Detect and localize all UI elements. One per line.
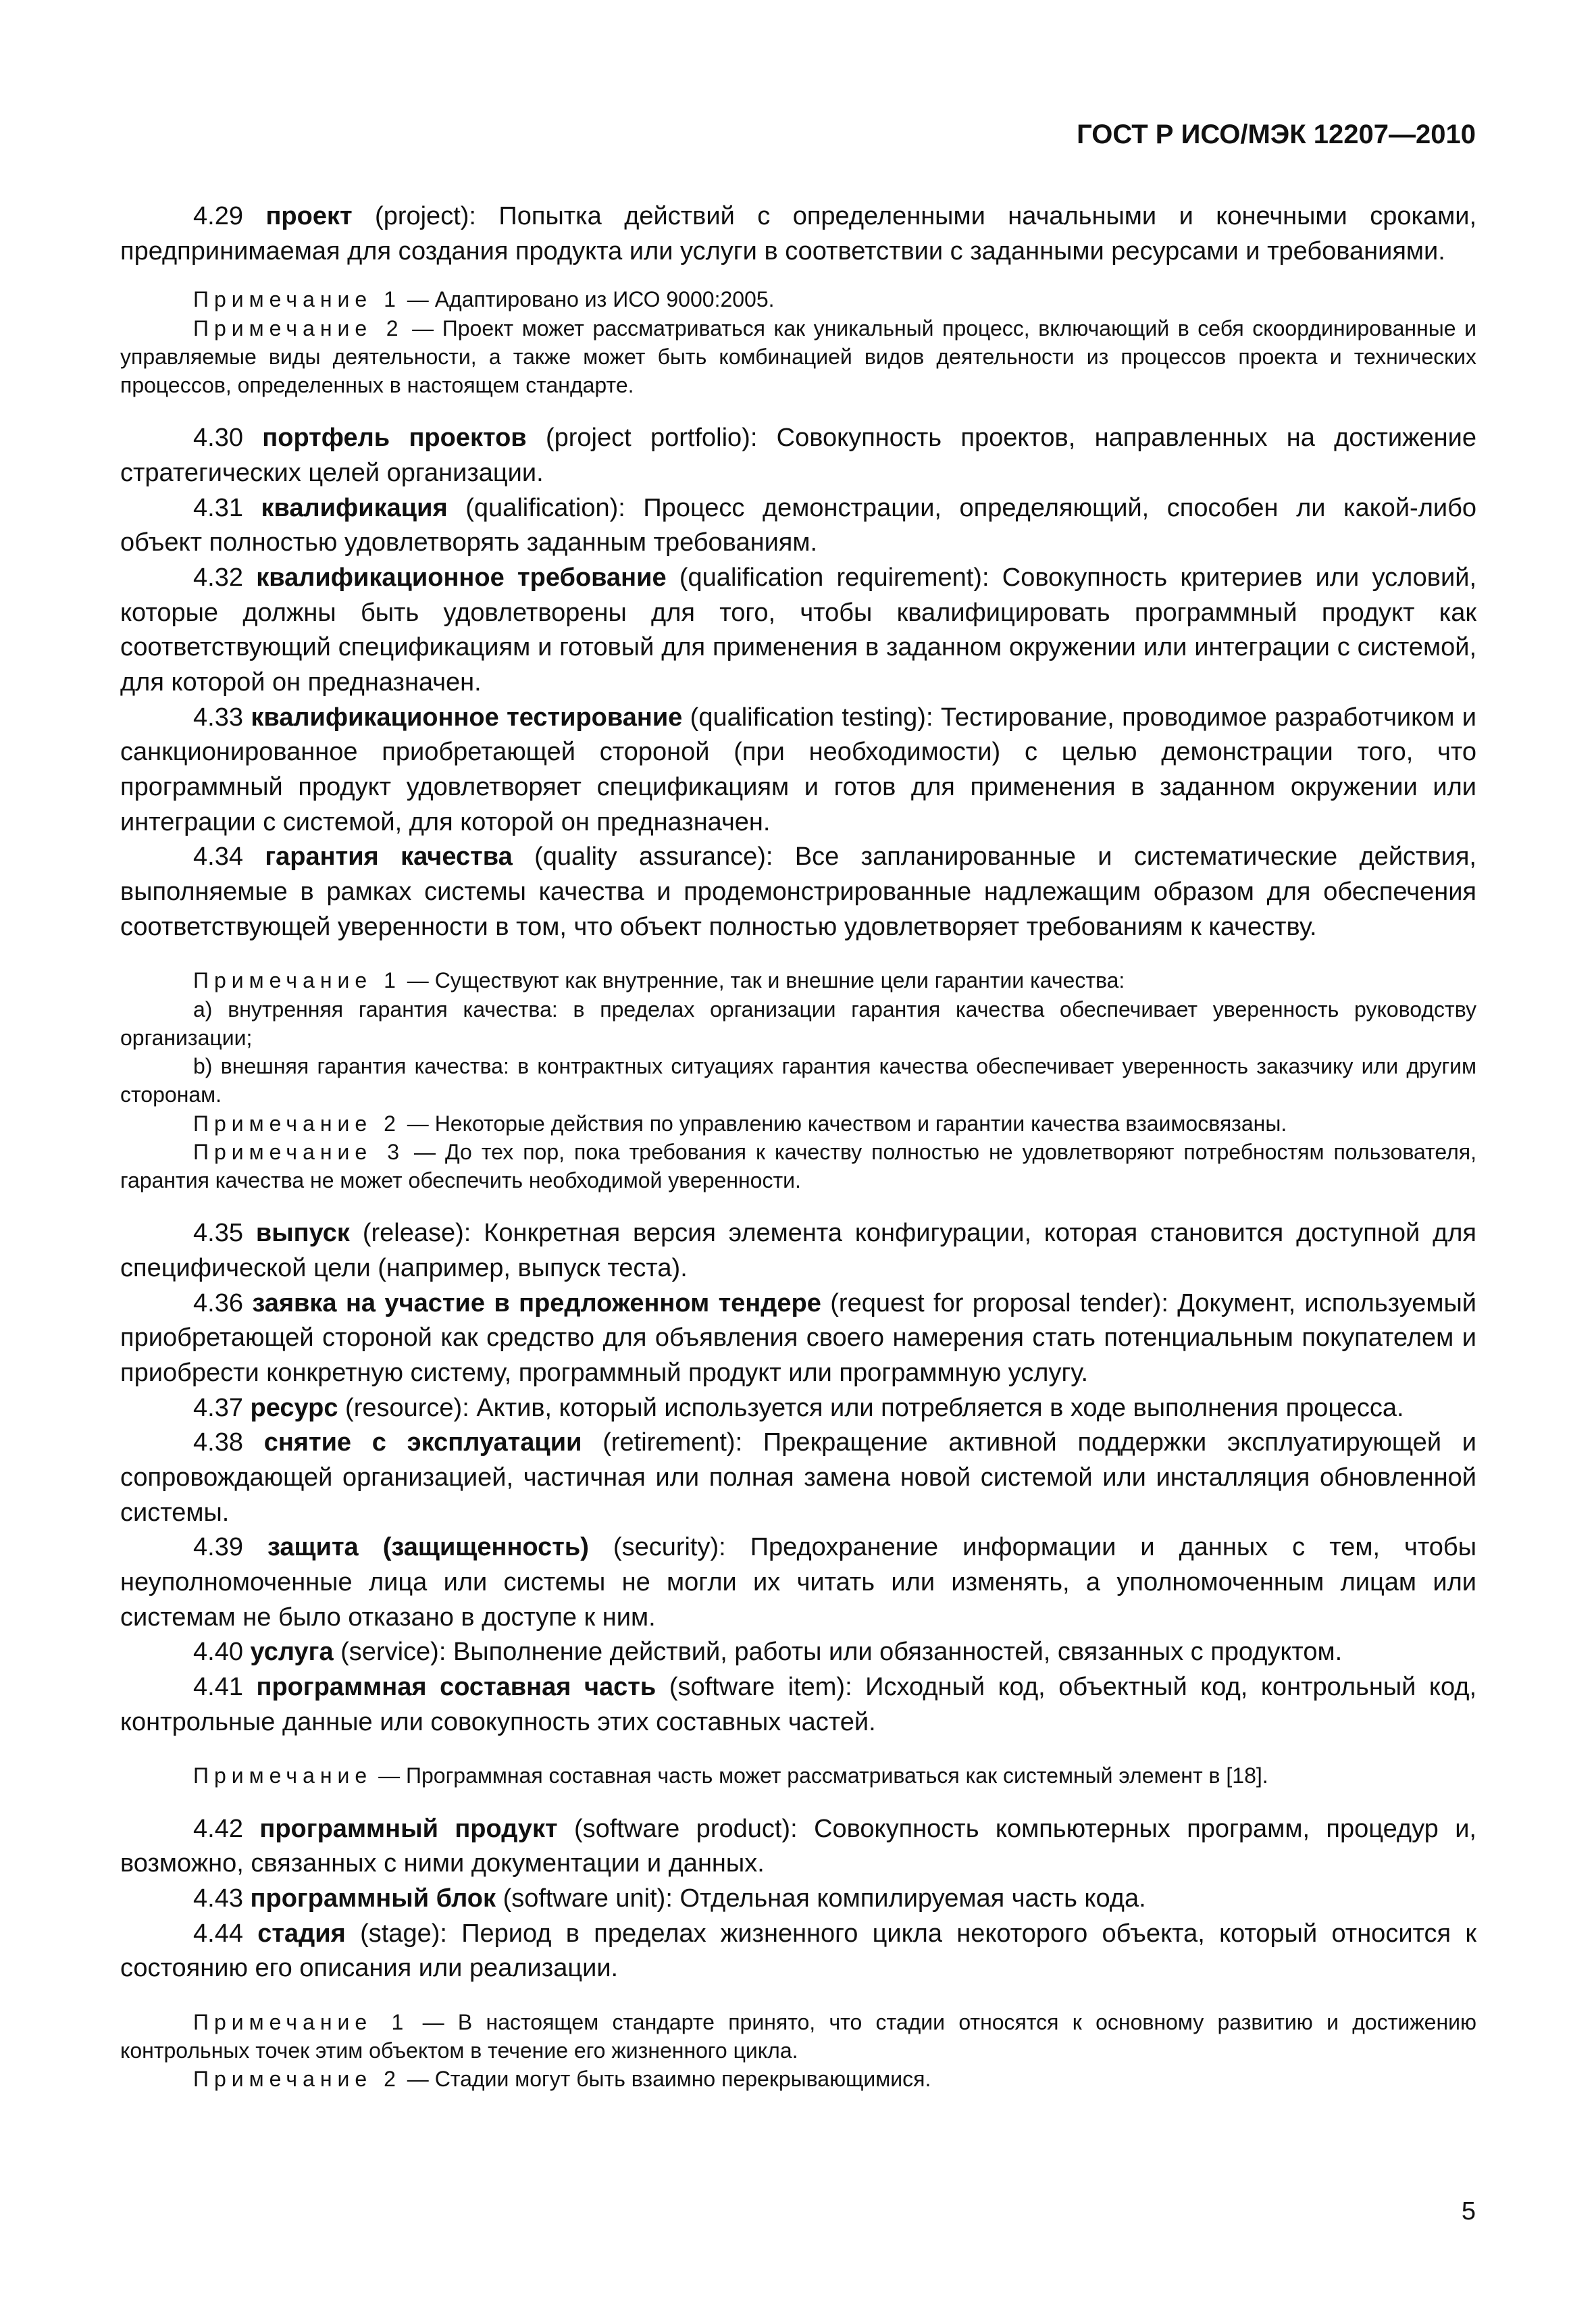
definition-entry: [120, 1917, 1476, 1986]
note-text: b) внешняя гарантия качества: в контрактных ситуациях гарантия качества обеспечивает уверенность заказчику или другим сторонам.: [120, 1054, 1476, 1107]
entry-term: гарантия качества: [265, 842, 513, 872]
document-header: ГОСТ Р ИСО/МЭК 12207—2010: [1077, 120, 1476, 149]
entry-text: (resource): Актив, который используется или потребляется в ходе выполнения процесса.: [338, 1393, 1404, 1422]
definition-entry: [120, 840, 1476, 945]
note: [120, 966, 1476, 995]
note-text: — Адаптировано из ИСО 9000:2005.: [401, 287, 775, 312]
entry-term: проект: [265, 202, 353, 230]
entry-text: (stage): Период в пределах жизненного цикла некоторого объекта, который относится к состоянию его описания или реализации.: [120, 1919, 1477, 1983]
entry-number: 4.30: [193, 424, 243, 453]
page-number: 5: [1461, 2197, 1476, 2225]
entry-term: услуга: [250, 1638, 334, 1667]
note: [120, 995, 1476, 1052]
definition-entry: [120, 1216, 1476, 1286]
note-label: Примечание 1: [193, 968, 401, 993]
entry-term: квалификационное требование: [256, 563, 667, 592]
entry-text: (software unit): Отдельная компилируемая часть кода.: [496, 1884, 1146, 1913]
note-text: — Существуют как внутренние, так и внешние цели гарантии качества:: [401, 968, 1125, 993]
spacer: [120, 945, 1476, 966]
entry-term: квалификационное тестирование: [251, 703, 683, 732]
note-text: — Стадии могут быть взаимно перекрывающимися.: [401, 2067, 931, 2092]
definition-entry: [120, 561, 1476, 701]
definition-entry: [120, 1882, 1476, 1917]
note-label: Примечание 2: [193, 2067, 401, 2092]
entry-number: 4.33: [193, 703, 243, 732]
entry-term: программная составная часть: [256, 1672, 657, 1701]
note-text: — Программная составная часть может рассматриваться как системный элемент в [18].: [372, 1763, 1268, 1788]
definition-entry: [120, 1635, 1476, 1670]
note-text: — Некоторые действия по управлению качеством и гарантии качества взаимосвязаны.: [401, 1111, 1287, 1136]
entry-term: портфель проектов: [262, 424, 527, 453]
note: [120, 2065, 1476, 2093]
note-label: Примечание 1: [193, 2009, 409, 2034]
entry-text: (retirement): Прекращение активной поддержки эксплуатирующей и сопровождающей организацией, частичная или полная замена новой системой или инсталляция обновленной системы.: [120, 1428, 1476, 1527]
note: [120, 1052, 1476, 1109]
note-label: Примечание 2: [193, 1111, 401, 1136]
entry-term: защита (защищенность): [267, 1533, 589, 1562]
entry-number: 4.44: [193, 1919, 243, 1948]
entry-text: (software item): Исходный код, объектный код, контрольный код, контрольные данные или совокупность этих составных частей.: [120, 1672, 1477, 1736]
entry-term: квалификация: [261, 493, 448, 522]
definition-entry: [120, 491, 1476, 561]
spacer: [120, 1194, 1476, 1216]
entry-term: ресурс: [250, 1393, 338, 1422]
entry-number: 4.42: [193, 1814, 243, 1843]
note-label: Примечание 1: [193, 287, 401, 312]
entry-text: (qualification requirement): Совокупность критериев или условий, которые должны быть удовлетворены для того, чтобы квалифицировать программный продукт как соответствующий спецификациям и готовый для применения в заданном окружении или интеграции с системой, для которой он предназначен.: [120, 563, 1476, 697]
spacer: [120, 1986, 1476, 2008]
entry-text: (qualification): Процесс демонстрации, определяющий, способен ли какой-либо объект полностью удовлетворять заданным требованиям.: [120, 493, 1476, 557]
entry-text: (qualification testing): Тестирование, проводимое разработчиком и санкционированное приобретающей стороной (при необходимости) с целью демонстрации того, что программный продукт удовлетворяет спецификациям и готов для применения в заданном окружении или интеграции с системой, для которой он предназначен.: [120, 703, 1477, 836]
note: [120, 1138, 1476, 1194]
entry-term: программный блок: [250, 1884, 496, 1913]
entry-term: программный продукт: [259, 1814, 558, 1843]
entry-text: (project portfolio): Совокупность проектов, направленных на достижение стратегических целей организации.: [120, 424, 1477, 487]
definition-entry: [120, 1812, 1476, 1882]
entry-text: (project): Попытка действий с определенными начальными и конечными сроками, предпринимаемая для создания продукта или услуги в соответствии с заданными ресурсами и требованиями.: [120, 202, 1476, 266]
note: [120, 1761, 1476, 1790]
entry-number: 4.41: [193, 1672, 243, 1701]
entry-text: (service): Выполнение действий, работы или обязанностей, связанных с продуктом.: [333, 1638, 1343, 1667]
entry-number: 4.36: [193, 1288, 243, 1317]
definition-entry: [120, 1391, 1476, 1426]
entry-text: (release): Конкретная версия элемента конфигурации, которая становится доступной для специфической цели (например, выпуск теста).: [120, 1219, 1476, 1282]
note: [120, 314, 1476, 400]
entry-number: 4.40: [193, 1638, 243, 1667]
note: [120, 285, 1476, 313]
entry-term: выпуск: [255, 1219, 350, 1248]
note-text: — До тех пор, пока требования к качеству полностью не удовлетворяют потребностям пользователя, гарантия качества не может обеспечить необходимой уверенности.: [120, 1139, 1477, 1192]
definition-entry: [120, 1286, 1476, 1391]
note-text: — Проект может рассматриваться как уникальный процесс, включающий в себя скоординированные и управляемые виды деятельности, а также может быть комбинацией видов деятельности из процессов проекта и технических процессов, определенных в настоящем стандарте.: [120, 316, 1477, 398]
entry-number: 4.38: [193, 1428, 243, 1457]
note-label: Примечание 3: [193, 1139, 405, 1164]
entry-term: снятие с эксплуатации: [263, 1428, 582, 1457]
definition-entry: [120, 1670, 1476, 1740]
entry-text: (software product): Совокупность компьютерных программ, процедур и, возможно, связанных с ними документации и данных.: [120, 1814, 1476, 1878]
entry-number: 4.32: [193, 563, 243, 592]
definition-entry: [120, 1530, 1476, 1635]
note-text: a) внутренняя гарантия качества: в пределах организации гарантия качества обеспечивает уверенность руководству организации;: [120, 997, 1476, 1050]
note-label: Примечание: [193, 1763, 373, 1788]
note: [120, 2008, 1476, 2065]
entry-text: (quality assurance): Все запланированные и систематические действия, выполняемые в рамках системы качества и продемонстрированные надлежащим образом для обеспечения соответствующей уверенности в том, что объект полностью удовлетворяет требованиям к качеству.: [120, 842, 1476, 941]
note: [120, 1109, 1476, 1138]
spacer: [120, 399, 1476, 421]
entry-number: 4.39: [193, 1533, 243, 1562]
definition-entry: [120, 421, 1476, 491]
entry-number: 4.34: [193, 842, 243, 872]
entry-number: 4.37: [193, 1393, 243, 1422]
spacer: [120, 1740, 1476, 1761]
note-label: Примечание 2: [193, 316, 404, 341]
spacer: [120, 1790, 1476, 1812]
entry-number: 4.29: [193, 202, 243, 230]
entry-term: заявка на участие в предложенном тендере: [252, 1288, 821, 1317]
note-text: — В настоящем стандарте принято, что стадии относятся к основному развитию и достижению контрольных точек этим объектом в течение его жизненного цикла.: [120, 2009, 1477, 2063]
entry-term: стадия: [257, 1919, 346, 1948]
document-body: [120, 199, 1476, 2094]
definition-entry: [120, 701, 1476, 840]
spacer: [120, 269, 1476, 285]
entry-text: (request for proposal tender): Документ, используемый приобретающей стороной как средство для объявления своего намерения стать потенциальным покупателем и приобрести конкретную систему, программный продукт или программную услугу.: [120, 1288, 1477, 1387]
entry-number: 4.35: [193, 1219, 243, 1248]
definition-entry: [120, 199, 1476, 269]
entry-number: 4.31: [193, 493, 243, 522]
entry-text: (security): Предохранение информации и данных с тем, чтобы неуполномоченные лица или системы не могли их читать или изменять, а уполномоченным лицам или системам не было отказано в доступе к ним.: [120, 1533, 1477, 1632]
definition-entry: [120, 1426, 1476, 1530]
entry-number: 4.43: [193, 1884, 243, 1913]
